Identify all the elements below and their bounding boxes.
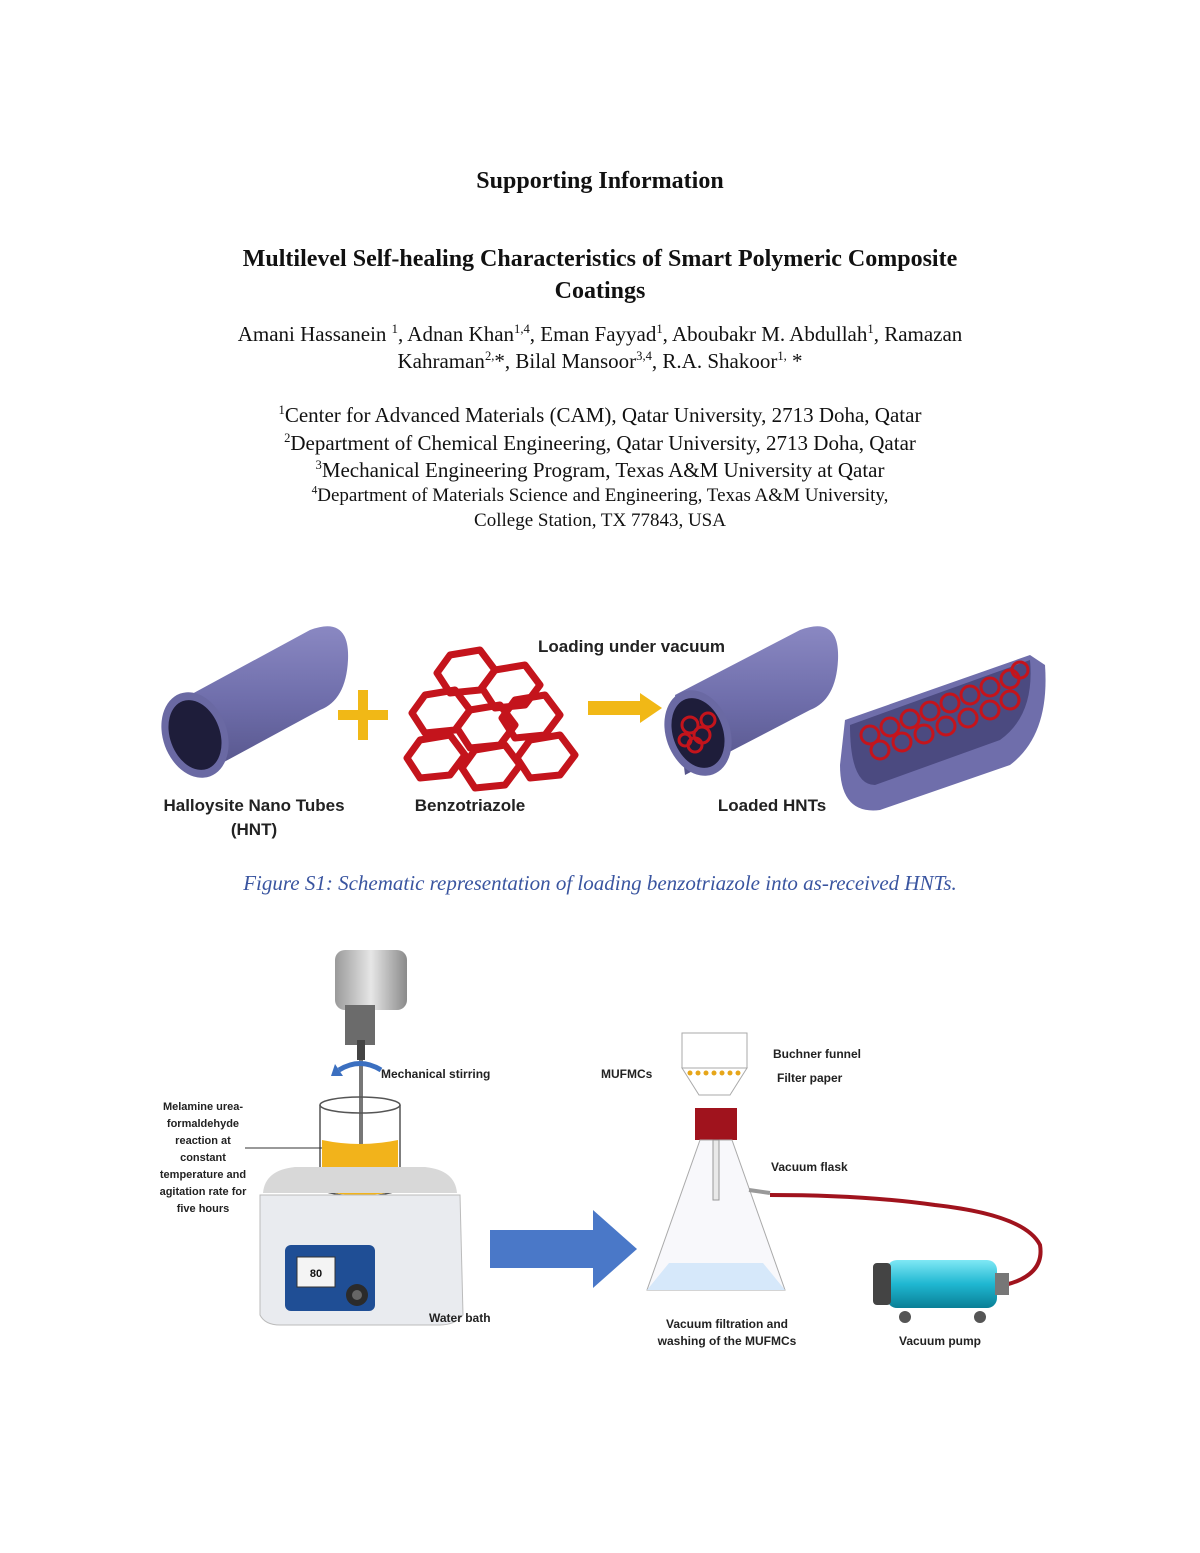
loaded-hnt-halfpipe-icon xyxy=(840,655,1046,810)
author-name: Eman Fayyad xyxy=(540,322,657,346)
reaction-label-line: Melamine urea- xyxy=(162,1101,244,1113)
benzotriazole-label: Benzotriazole xyxy=(414,796,526,815)
author-sep: , xyxy=(873,322,885,346)
author-name: Bilal Mansoor xyxy=(515,349,637,373)
paper-title-line2: Coatings xyxy=(554,278,646,304)
affiliation-text: College Station, TX 77843, USA xyxy=(474,510,726,531)
affiliation-text: Department of Chemical Engineering, Qatar University, 2713 Doha, Qatar xyxy=(290,431,916,455)
author-sep: , xyxy=(529,322,541,346)
author-affil-sup: 1,4 xyxy=(514,322,530,336)
affiliation-3 xyxy=(0,458,1200,483)
affiliation-2 xyxy=(0,431,1200,456)
vacuum-flask-icon xyxy=(647,1108,785,1290)
author-name: Ramazan xyxy=(884,322,963,346)
affiliation-sup: 3 xyxy=(315,458,322,472)
water-bath-label: Water bath xyxy=(429,1311,491,1325)
reaction-label-line: temperature and xyxy=(159,1169,247,1181)
author-sep: , xyxy=(397,322,408,346)
loaded-hnts-label: Loaded HNTs xyxy=(717,796,827,815)
plus-icon xyxy=(338,690,388,740)
buchner-funnel-label: Buchner funnel xyxy=(773,1047,862,1061)
hnt-tube-icon xyxy=(150,626,348,787)
reaction-label-line: formaldehyde xyxy=(166,1118,240,1130)
author-affil-sup: 1, xyxy=(777,349,787,363)
loading-under-vacuum-label: Loading under vacuum xyxy=(538,637,726,656)
affiliation-text: Center for Advanced Materials (CAM), Qatar University, 2713 Doha, Qatar xyxy=(284,403,922,427)
supporting-information-heading: Supporting Information xyxy=(476,168,724,194)
figure-s1-schematic xyxy=(150,615,1050,850)
affiliation-4 xyxy=(0,485,1200,507)
affiliation-sup: 4 xyxy=(311,484,318,497)
paper-title-line1: Multilevel Self-healing Characteristics of Smart Polymeric Composite xyxy=(242,246,958,272)
figure-s1-caption: Figure S1: Schematic representation of loading benzotriazole into as-received HNTs. xyxy=(243,871,957,895)
author-name: Aboubakr M. Abdullah xyxy=(671,322,868,346)
vacuum-flask-label: Vacuum flask xyxy=(771,1160,848,1174)
reaction-label-line: five hours xyxy=(176,1203,230,1215)
filter-paper-label: Filter paper xyxy=(777,1071,843,1085)
affiliation-text: Department of Materials Science and Engineering, Texas A&M University, xyxy=(317,485,889,506)
author-sep: * xyxy=(786,349,803,373)
author-affil-sup: 1 xyxy=(867,322,874,336)
affiliation-text: Mechanical Engineering Program, Texas A&M University at Qatar xyxy=(321,458,885,482)
affiliation-sup: 2 xyxy=(284,431,291,445)
author-sep: , xyxy=(662,322,672,346)
author-list-line1 xyxy=(0,322,1200,347)
benzotriazole-molecules-icon xyxy=(407,650,575,788)
water-bath-icon xyxy=(260,1167,463,1325)
buchner-funnel-icon xyxy=(682,1033,747,1095)
reaction-label-line: reaction at xyxy=(175,1135,231,1147)
process-arrow-icon xyxy=(490,1210,637,1288)
hnt-label-line2: (HNT) xyxy=(230,820,278,839)
author-affil-sup: 1 xyxy=(391,322,398,336)
author-affil-sup: 2, xyxy=(484,349,495,363)
mechanical-stirring-label: Mechanical stirring xyxy=(381,1067,491,1081)
author-name: Amani Hassanein xyxy=(237,322,392,346)
mufmcs-label: MUFMCs xyxy=(601,1067,653,1081)
reaction-label-line: agitation rate for xyxy=(159,1186,247,1198)
hnt-label-line1: Halloysite Nano Tubes xyxy=(163,796,345,815)
figure-s2-synthesis-schematic xyxy=(145,945,1055,1365)
reaction-label-line: constant xyxy=(180,1152,226,1164)
author-affil-sup: 1 xyxy=(656,322,663,336)
vacuum-pump-label: Vacuum pump xyxy=(898,1334,982,1348)
filtration-label-line1: Vacuum filtration and xyxy=(665,1317,789,1331)
affiliation-sup: 1 xyxy=(278,403,285,417)
author-affil-sup: 3,4 xyxy=(636,349,652,363)
author-name: Kahraman xyxy=(397,349,485,373)
affiliation-4-continued xyxy=(0,510,1200,532)
affiliation-1 xyxy=(0,403,1200,428)
vacuum-pump-icon xyxy=(873,1260,1009,1323)
bath-display-readout: 80 xyxy=(309,1268,323,1280)
author-list-line2 xyxy=(0,349,1200,374)
reaction-description-label xyxy=(160,1101,248,1215)
arrow-right-icon xyxy=(588,693,662,723)
author-sep: , xyxy=(651,349,663,373)
author-sep: *, xyxy=(494,349,516,373)
author-name: Adnan Khan xyxy=(407,322,515,346)
author-name: R.A. Shakoor xyxy=(662,349,778,373)
filtration-label-line2: washing of the MUFMCs xyxy=(657,1334,797,1348)
